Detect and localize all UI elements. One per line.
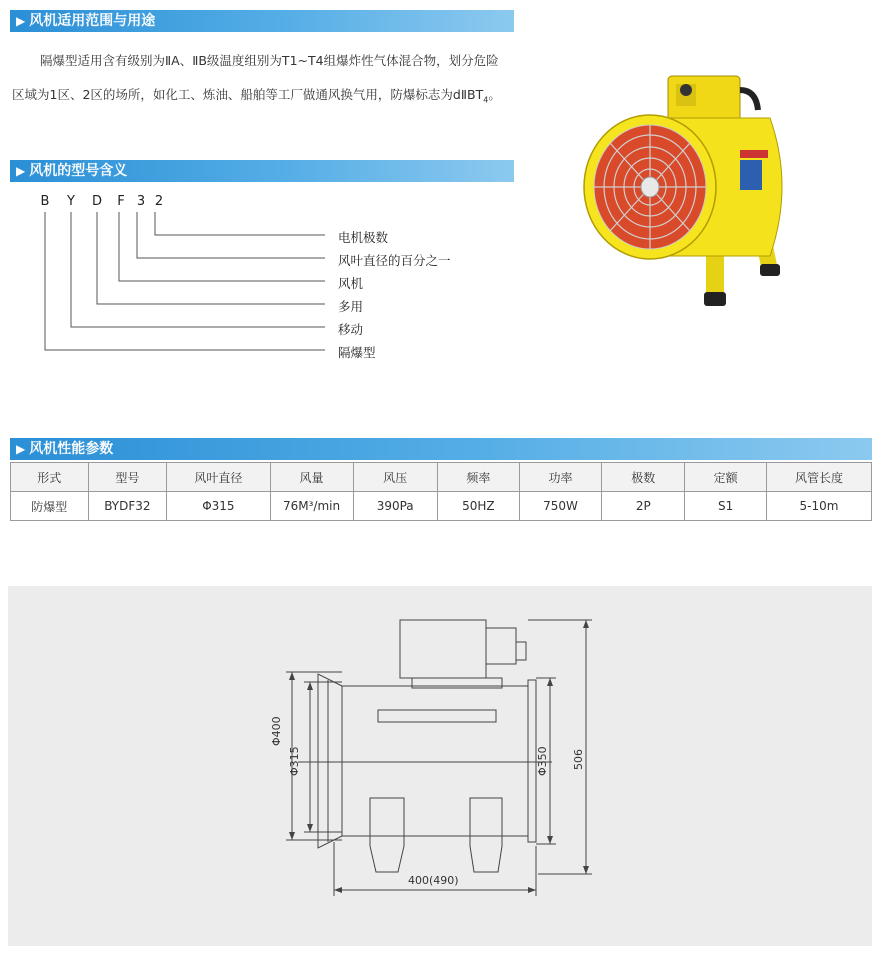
dimension-315-label: Φ315 [288, 746, 301, 776]
table-row [11, 492, 872, 521]
table-header: 形式 [11, 463, 89, 492]
table-cell: 5-10m [766, 492, 871, 521]
table-header: 型号 [88, 463, 167, 492]
model-letter: 2 [154, 194, 164, 209]
table-header: 频率 [437, 463, 519, 492]
technical-drawing-panel [8, 586, 872, 946]
model-meaning-mobile: 移动 [338, 322, 364, 337]
section-title: 风机性能参数 [29, 441, 114, 457]
table-cell: Φ315 [167, 492, 270, 521]
dimension-506-label: 506 [572, 749, 585, 770]
section-header-performance [10, 438, 872, 460]
triangle-icon: ▶ [16, 164, 26, 178]
table-header-row [11, 463, 872, 492]
dimension-width-label: 400(490) [408, 874, 459, 887]
model-meaning-diameter: 风叶直径的百分之一 [338, 253, 451, 268]
triangle-icon: ▶ [16, 14, 26, 28]
table-header: 风压 [353, 463, 437, 492]
model-meaning-flameproof: 隔爆型 [338, 345, 376, 360]
table-cell: 76M³/min [270, 492, 353, 521]
table-cell: 2P [602, 492, 685, 521]
usage-line-2: 区域为1区、2区的场所，如化工、炼油、船舶等工厂做通风换气用，防爆标志为$dⅡBT_4$。 [12, 87, 501, 105]
table-header: 定额 [685, 463, 766, 492]
model-letter: 3 [136, 194, 146, 209]
table-header: 极数 [602, 463, 685, 492]
table-cell: 390Pa [353, 492, 437, 521]
usage-line-1: 隔爆型适用含有级别为ⅡA、ⅡB级温度组别为T1~T4组爆炸性气体混合物，划分危险 [40, 53, 499, 68]
table-cell: 防爆型 [11, 492, 89, 521]
performance-table [10, 462, 872, 521]
table-cell: S1 [685, 492, 766, 521]
table-header: 风量 [270, 463, 353, 492]
table-header: 风管长度 [766, 463, 871, 492]
model-meaning-fan: 风机 [338, 276, 364, 291]
dimension-400-label: Φ400 [270, 716, 283, 746]
triangle-icon: ▶ [16, 442, 26, 456]
table-cell: 50HZ [437, 492, 519, 521]
model-letter: D [91, 194, 102, 209]
model-letter: Y [67, 194, 75, 209]
technical-drawing [8, 586, 872, 946]
model-letter: F [117, 194, 125, 209]
model-letter: B [40, 194, 50, 209]
table-header: 功率 [519, 463, 601, 492]
table-header: 风叶直径 [167, 463, 270, 492]
fan-product-image [580, 60, 810, 320]
model-meaning-multi: 多用 [338, 299, 364, 314]
table-cell: BYDF32 [88, 492, 167, 521]
model-meaning-poles: 电机极数 [338, 230, 389, 245]
dimension-350-label: Φ350 [536, 746, 549, 776]
section-title: 风机的型号含义 [29, 163, 128, 179]
table-cell: 750W [519, 492, 601, 521]
section-title: 风机适用范围与用途 [29, 13, 156, 29]
